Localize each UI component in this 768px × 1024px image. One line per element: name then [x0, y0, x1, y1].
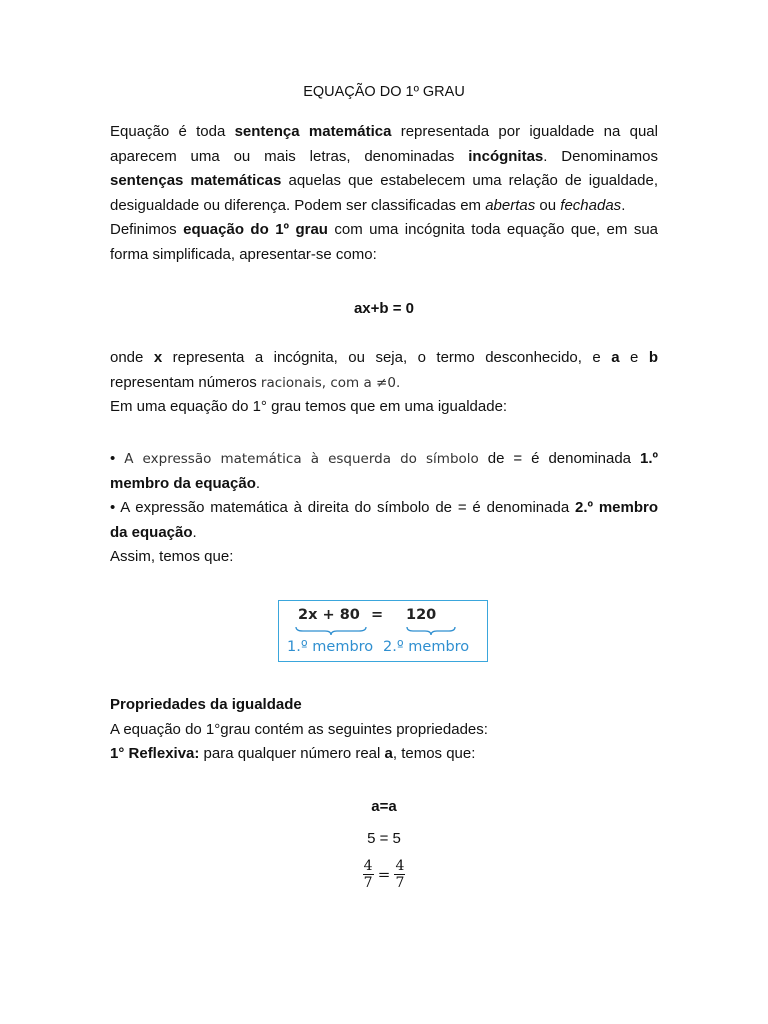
line	[110, 472, 658, 497]
line	[110, 194, 658, 219]
bold-term: 1°	[110, 745, 129, 762]
bold-term: sentenças matemáticas	[110, 172, 282, 189]
text: aparecem uma ou mais letras, denominadas	[110, 147, 469, 165]
properties-section	[110, 693, 658, 767]
equals-sign: =	[377, 865, 391, 884]
line: Em uma equação do 1° grau temos que em uma igualdade:	[110, 398, 508, 415]
line	[110, 145, 658, 170]
bold-term: equação do 1º grau	[183, 221, 328, 238]
first-member-label: 1.º membro	[287, 639, 374, 655]
bold-term: x	[153, 349, 163, 366]
text: Equação é toda	[110, 123, 235, 140]
italic-term: abertas	[485, 196, 536, 214]
text: de = é denominada	[478, 450, 640, 467]
second-member: 120	[406, 607, 437, 623]
text: representa a incógnita, ou seja, o termo desconhecido, e	[162, 349, 612, 366]
text: . Denominamos	[543, 147, 659, 165]
bold-term: 1.º	[640, 450, 658, 467]
brace-icon	[406, 625, 456, 637]
bold-term: 2.º membro	[575, 499, 658, 516]
text: , temos que:	[392, 745, 476, 762]
text: A expressão matemática à esquerda do símbolo	[124, 451, 479, 467]
brace-icon	[295, 625, 367, 637]
line: forma simplificada, apresentar-se como:	[110, 245, 377, 263]
text: representada por igualdade na qual	[391, 123, 658, 140]
bold-term: da equação	[110, 523, 193, 541]
line: Assim, temos que:	[110, 548, 234, 565]
example-fraction	[110, 858, 658, 891]
bold-term: sentença matemática	[234, 123, 392, 140]
property-item	[110, 742, 658, 767]
denominator: 7	[363, 875, 373, 891]
example-numeric: 5 = 5	[367, 830, 401, 847]
text: .	[192, 523, 197, 541]
paragraph-explanation	[110, 346, 658, 420]
fraction-right	[394, 858, 405, 891]
text: .	[621, 196, 626, 214]
equals-sign: =	[371, 607, 384, 623]
second-member-label: 2.º membro	[383, 639, 470, 655]
bold-term: a	[611, 349, 620, 366]
bullet-icon: •	[110, 450, 125, 467]
italic-term: fechadas	[560, 196, 622, 214]
text: • A expressão matemática à direita do símbolo de = é denominada	[110, 499, 575, 516]
text: para qualquer número real	[199, 745, 385, 762]
bullet-list	[110, 447, 658, 570]
equation-figure	[278, 600, 488, 662]
text: representam números	[110, 373, 261, 391]
paragraph-definition	[110, 120, 658, 267]
line	[110, 120, 658, 145]
example-reflexive: a=a	[371, 798, 397, 815]
first-member: 2x + 80	[298, 607, 360, 623]
section-heading	[110, 693, 658, 718]
line	[110, 346, 658, 371]
bullet-item	[110, 447, 658, 472]
text: com uma incógnita toda equação que, em sua	[327, 221, 659, 238]
numerator: 4	[363, 858, 373, 874]
bold-term: membro da equação	[110, 474, 256, 492]
text: onde	[110, 349, 154, 366]
text: racionais, com a ≠0.	[260, 374, 401, 391]
bold-term: b	[648, 349, 659, 366]
text: desigualdade ou diferença. Podem ser classificadas em	[110, 196, 486, 214]
bold-term: Reflexiva:	[128, 745, 200, 762]
line	[110, 218, 658, 243]
numerator: 4	[395, 858, 405, 874]
line	[110, 169, 658, 194]
text: e	[619, 349, 649, 366]
bullet-item	[110, 496, 658, 521]
heading-text: Propriedades da igualdade	[110, 696, 302, 713]
line	[110, 521, 658, 546]
text: Definimos	[110, 221, 184, 238]
document-title: EQUAÇÃO DO 1º GRAU	[303, 84, 465, 100]
line: A equação do 1°grau contém as seguintes propriedades:	[110, 720, 488, 738]
bold-term: a	[384, 745, 393, 762]
denominator: 7	[395, 875, 405, 891]
text: .	[255, 474, 261, 492]
text: ou	[535, 196, 561, 214]
formula: ax+b = 0	[353, 300, 415, 317]
bold-term: incógnitas	[468, 147, 544, 165]
line	[110, 371, 658, 396]
text: aquelas que estabelecem uma relação de igualdade,	[281, 172, 658, 189]
fraction-left	[363, 858, 374, 891]
